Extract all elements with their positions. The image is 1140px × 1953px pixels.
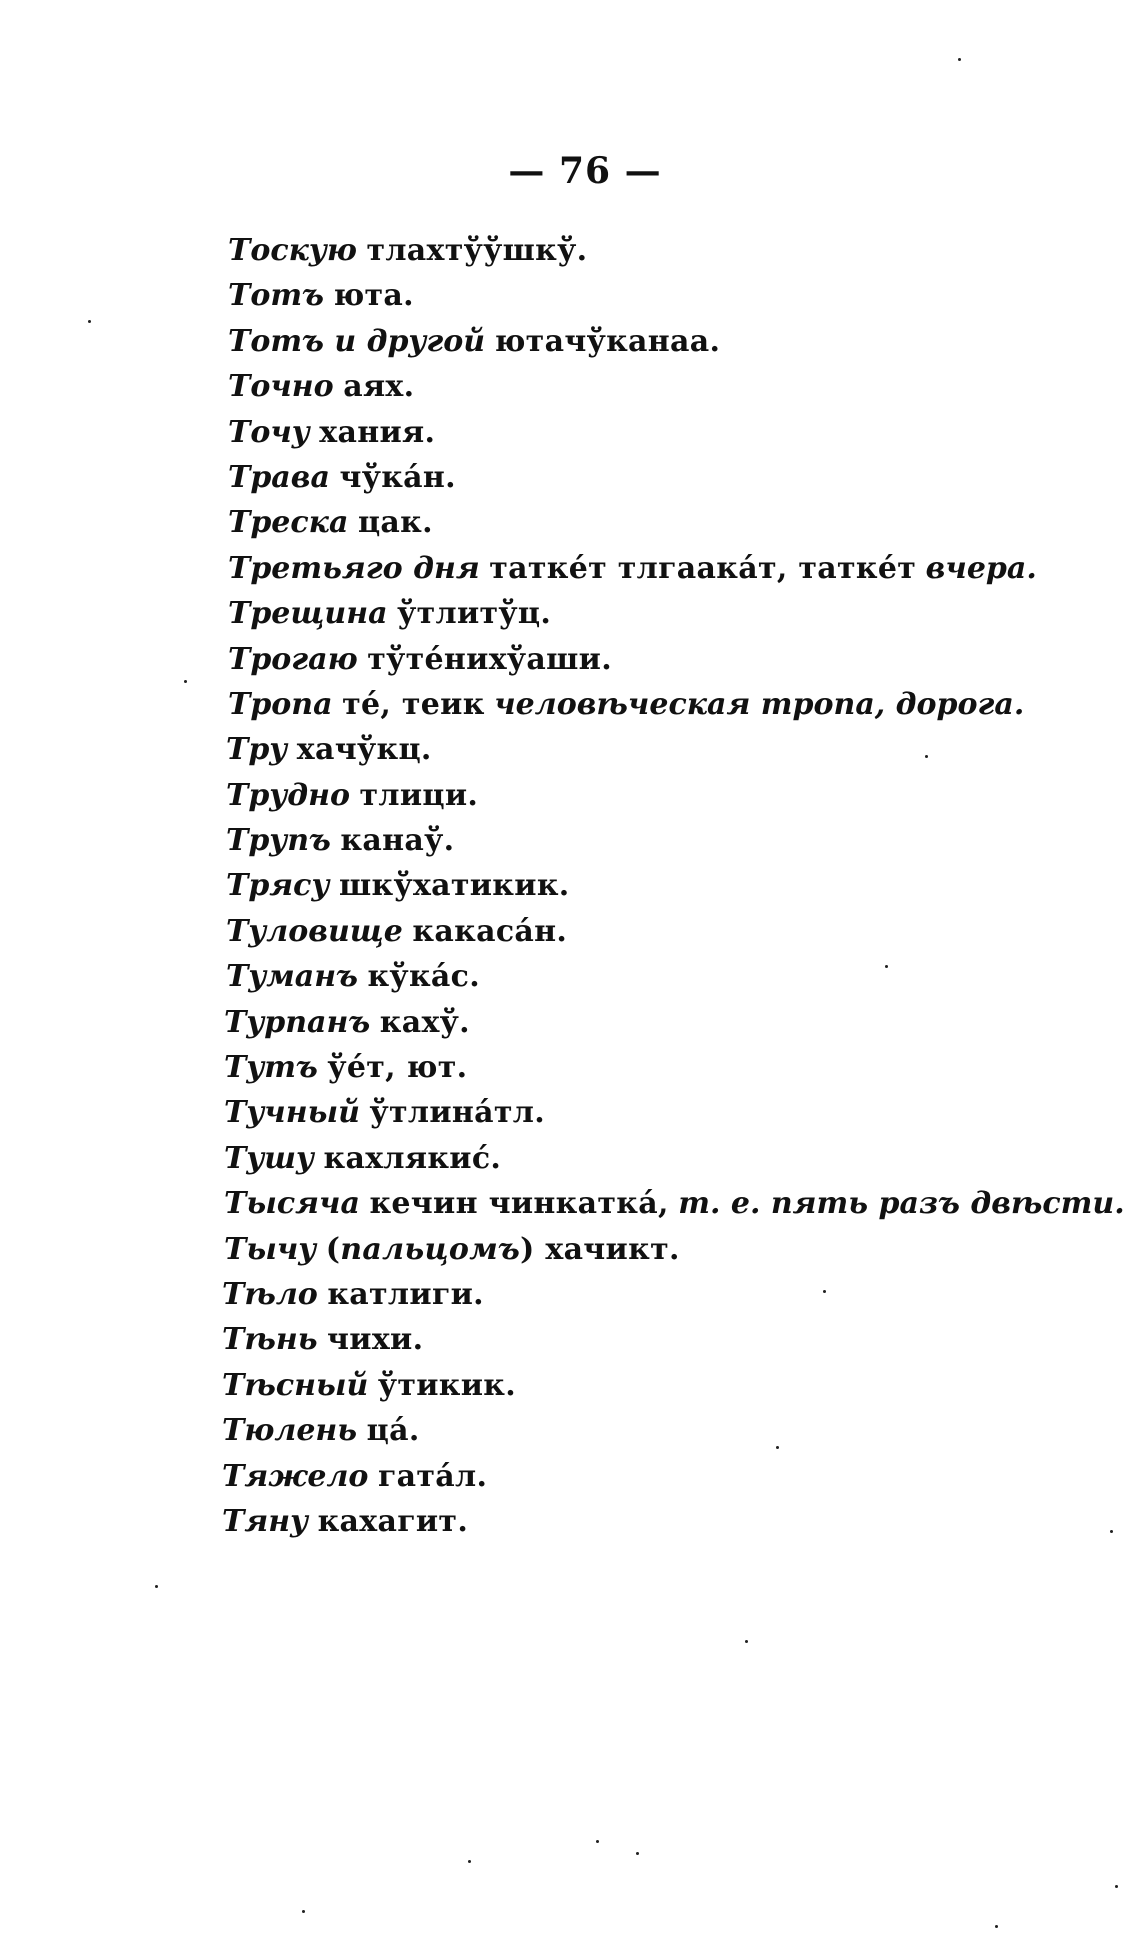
entry-translation: какасáн. (412, 913, 568, 949)
scan-speck (636, 1852, 639, 1855)
dictionary-entry (224, 1090, 1088, 1135)
entry-headword: Тюлень (222, 1413, 358, 1449)
entry-translation: кахлякиć. (323, 1140, 502, 1176)
dictionary-entry (224, 1045, 1088, 1090)
entry-headword: Третьяго дня (228, 550, 480, 586)
entry-inline-note: пальцомъ (340, 1231, 521, 1267)
entry-translation: ютачўканаа. (494, 323, 721, 359)
entry-headword: Трогаю (228, 641, 358, 677)
entry-translation: хания. (319, 414, 436, 450)
entry-headword: Трудно (226, 777, 350, 813)
entry-translation: чихи. (327, 1322, 424, 1358)
dictionary-entry (228, 682, 1088, 727)
entry-headword: Тушу (224, 1140, 314, 1176)
entry-translation: чўкáн. (339, 459, 456, 495)
entry-headword: Тутъ (224, 1050, 318, 1086)
dictionary-entry (228, 273, 1088, 318)
entry-headword: Тучный (224, 1095, 360, 1131)
entry-headword: Тычу (224, 1231, 317, 1267)
entry-translation: цá. (366, 1413, 420, 1449)
entry-translation: канаў. (340, 823, 455, 859)
entry-note: вчера. (925, 550, 1037, 586)
scan-speck (995, 1925, 998, 1928)
page-number: — 76 — (508, 150, 662, 192)
entry-translation: кахагит. (317, 1503, 469, 1539)
dictionary-entry (228, 410, 1088, 455)
entry-note: т. е. пять разъ двѣсти. (678, 1186, 1125, 1222)
dictionary-entry (224, 1000, 1088, 1045)
entry-translation: тлахтўўшкў. (366, 233, 588, 268)
dictionary-entry (222, 1454, 1088, 1499)
dictionary-entry (226, 909, 1088, 954)
entry-headword: Тру (226, 732, 288, 768)
entry-translation: ўéт, ют. (327, 1050, 468, 1086)
dictionary-entry (228, 319, 1088, 364)
entry-headword: Тѣло (222, 1276, 318, 1312)
dictionary-entry (228, 546, 1088, 591)
entry-translation: юта. (333, 278, 414, 314)
entry-headword: Тотъ (228, 278, 324, 314)
entry-headword: Тысяча (224, 1186, 360, 1222)
entry-translation: хачўкц. (296, 732, 432, 768)
entry-translation: ўтикик. (377, 1367, 517, 1403)
entry-headword: Тотъ и другой (228, 323, 486, 359)
dictionary-entry (226, 863, 1088, 908)
dictionary-entry (222, 1499, 1088, 1544)
scan-speck (925, 755, 928, 758)
entry-translation: кечин чинкаткá, (369, 1186, 669, 1222)
entry-headword: Туловище (226, 913, 403, 949)
entry-headword: Тоскую (228, 233, 357, 268)
dictionary-entry (226, 773, 1088, 818)
entry-translation: катлиги. (327, 1276, 484, 1312)
entry-translation: (пальцомъ) хачикт. (325, 1231, 680, 1267)
entry-translation: ўтлинáтл. (369, 1095, 545, 1131)
entry-headword: Туманъ (226, 959, 358, 995)
dictionary-entry (222, 1317, 1088, 1362)
dictionary-entry (226, 818, 1088, 863)
entry-translation: тлици. (359, 777, 479, 813)
scan-speck (302, 1910, 305, 1913)
dictionary-entry (228, 500, 1088, 545)
dictionary-entries (222, 228, 1125, 1544)
dictionary-entry (228, 637, 1088, 682)
entry-translation: таткéт тлгаакáт, таткéт (489, 550, 917, 586)
scan-speck (184, 680, 187, 683)
entry-translation: гатáл. (377, 1458, 488, 1494)
entry-headword: Трясу (226, 868, 330, 904)
scan-speck (745, 1640, 748, 1643)
entry-headword: Тяну (222, 1503, 309, 1539)
dictionary-entry (228, 364, 1088, 409)
entry-translation: аяx. (343, 369, 415, 405)
scan-speck (958, 58, 961, 61)
dictionary-entry (222, 1272, 1088, 1317)
dictionary-entry (228, 591, 1088, 636)
scan-speck (1115, 1885, 1118, 1888)
entry-headword: Тяжело (222, 1458, 369, 1494)
entry-headword: Турпанъ (224, 1004, 371, 1040)
entry-headword: Трупъ (226, 823, 331, 859)
entry-headword: Тропа (228, 686, 333, 722)
entry-headword: Трава (228, 459, 330, 495)
dictionary-entry (226, 954, 1088, 999)
scan-speck (1110, 1530, 1113, 1533)
dictionary-entry (224, 1227, 1088, 1272)
entry-translation: тé, теик (342, 686, 485, 722)
scan-speck (155, 1585, 158, 1588)
scan-speck (88, 320, 91, 323)
entry-translation: тўтéнихўаши. (367, 641, 612, 677)
scan-speck (823, 1290, 826, 1293)
dictionary-entry (226, 727, 1088, 772)
entry-translation: ўтлитўц. (397, 596, 552, 632)
entry-headword: Точу (228, 414, 310, 450)
entry-translation: кўкáс. (367, 959, 480, 995)
dictionary-entry (228, 228, 1088, 273)
entry-translation: шкўхатикик. (338, 868, 570, 904)
entry-headword: Трещина (228, 596, 388, 632)
dictionary-entry (224, 1136, 1088, 1181)
entry-note: человѣческая тропа, дорога. (494, 686, 1025, 722)
scan-speck (468, 1860, 471, 1863)
entry-headword: Тѣсный (222, 1367, 369, 1403)
scan-speck (596, 1840, 599, 1843)
entry-headword: Тѣнь (222, 1322, 318, 1358)
entry-headword: Точно (228, 369, 334, 405)
entry-translation: кахў. (379, 1004, 470, 1040)
entry-translation: цак. (357, 505, 433, 541)
dictionary-entry (222, 1408, 1088, 1453)
scan-speck (776, 1446, 779, 1449)
dictionary-entry (222, 1363, 1088, 1408)
entry-headword: Треска (228, 505, 349, 541)
scan-speck (885, 965, 888, 968)
dictionary-entry (228, 455, 1088, 500)
dictionary-entry (224, 1181, 1125, 1226)
